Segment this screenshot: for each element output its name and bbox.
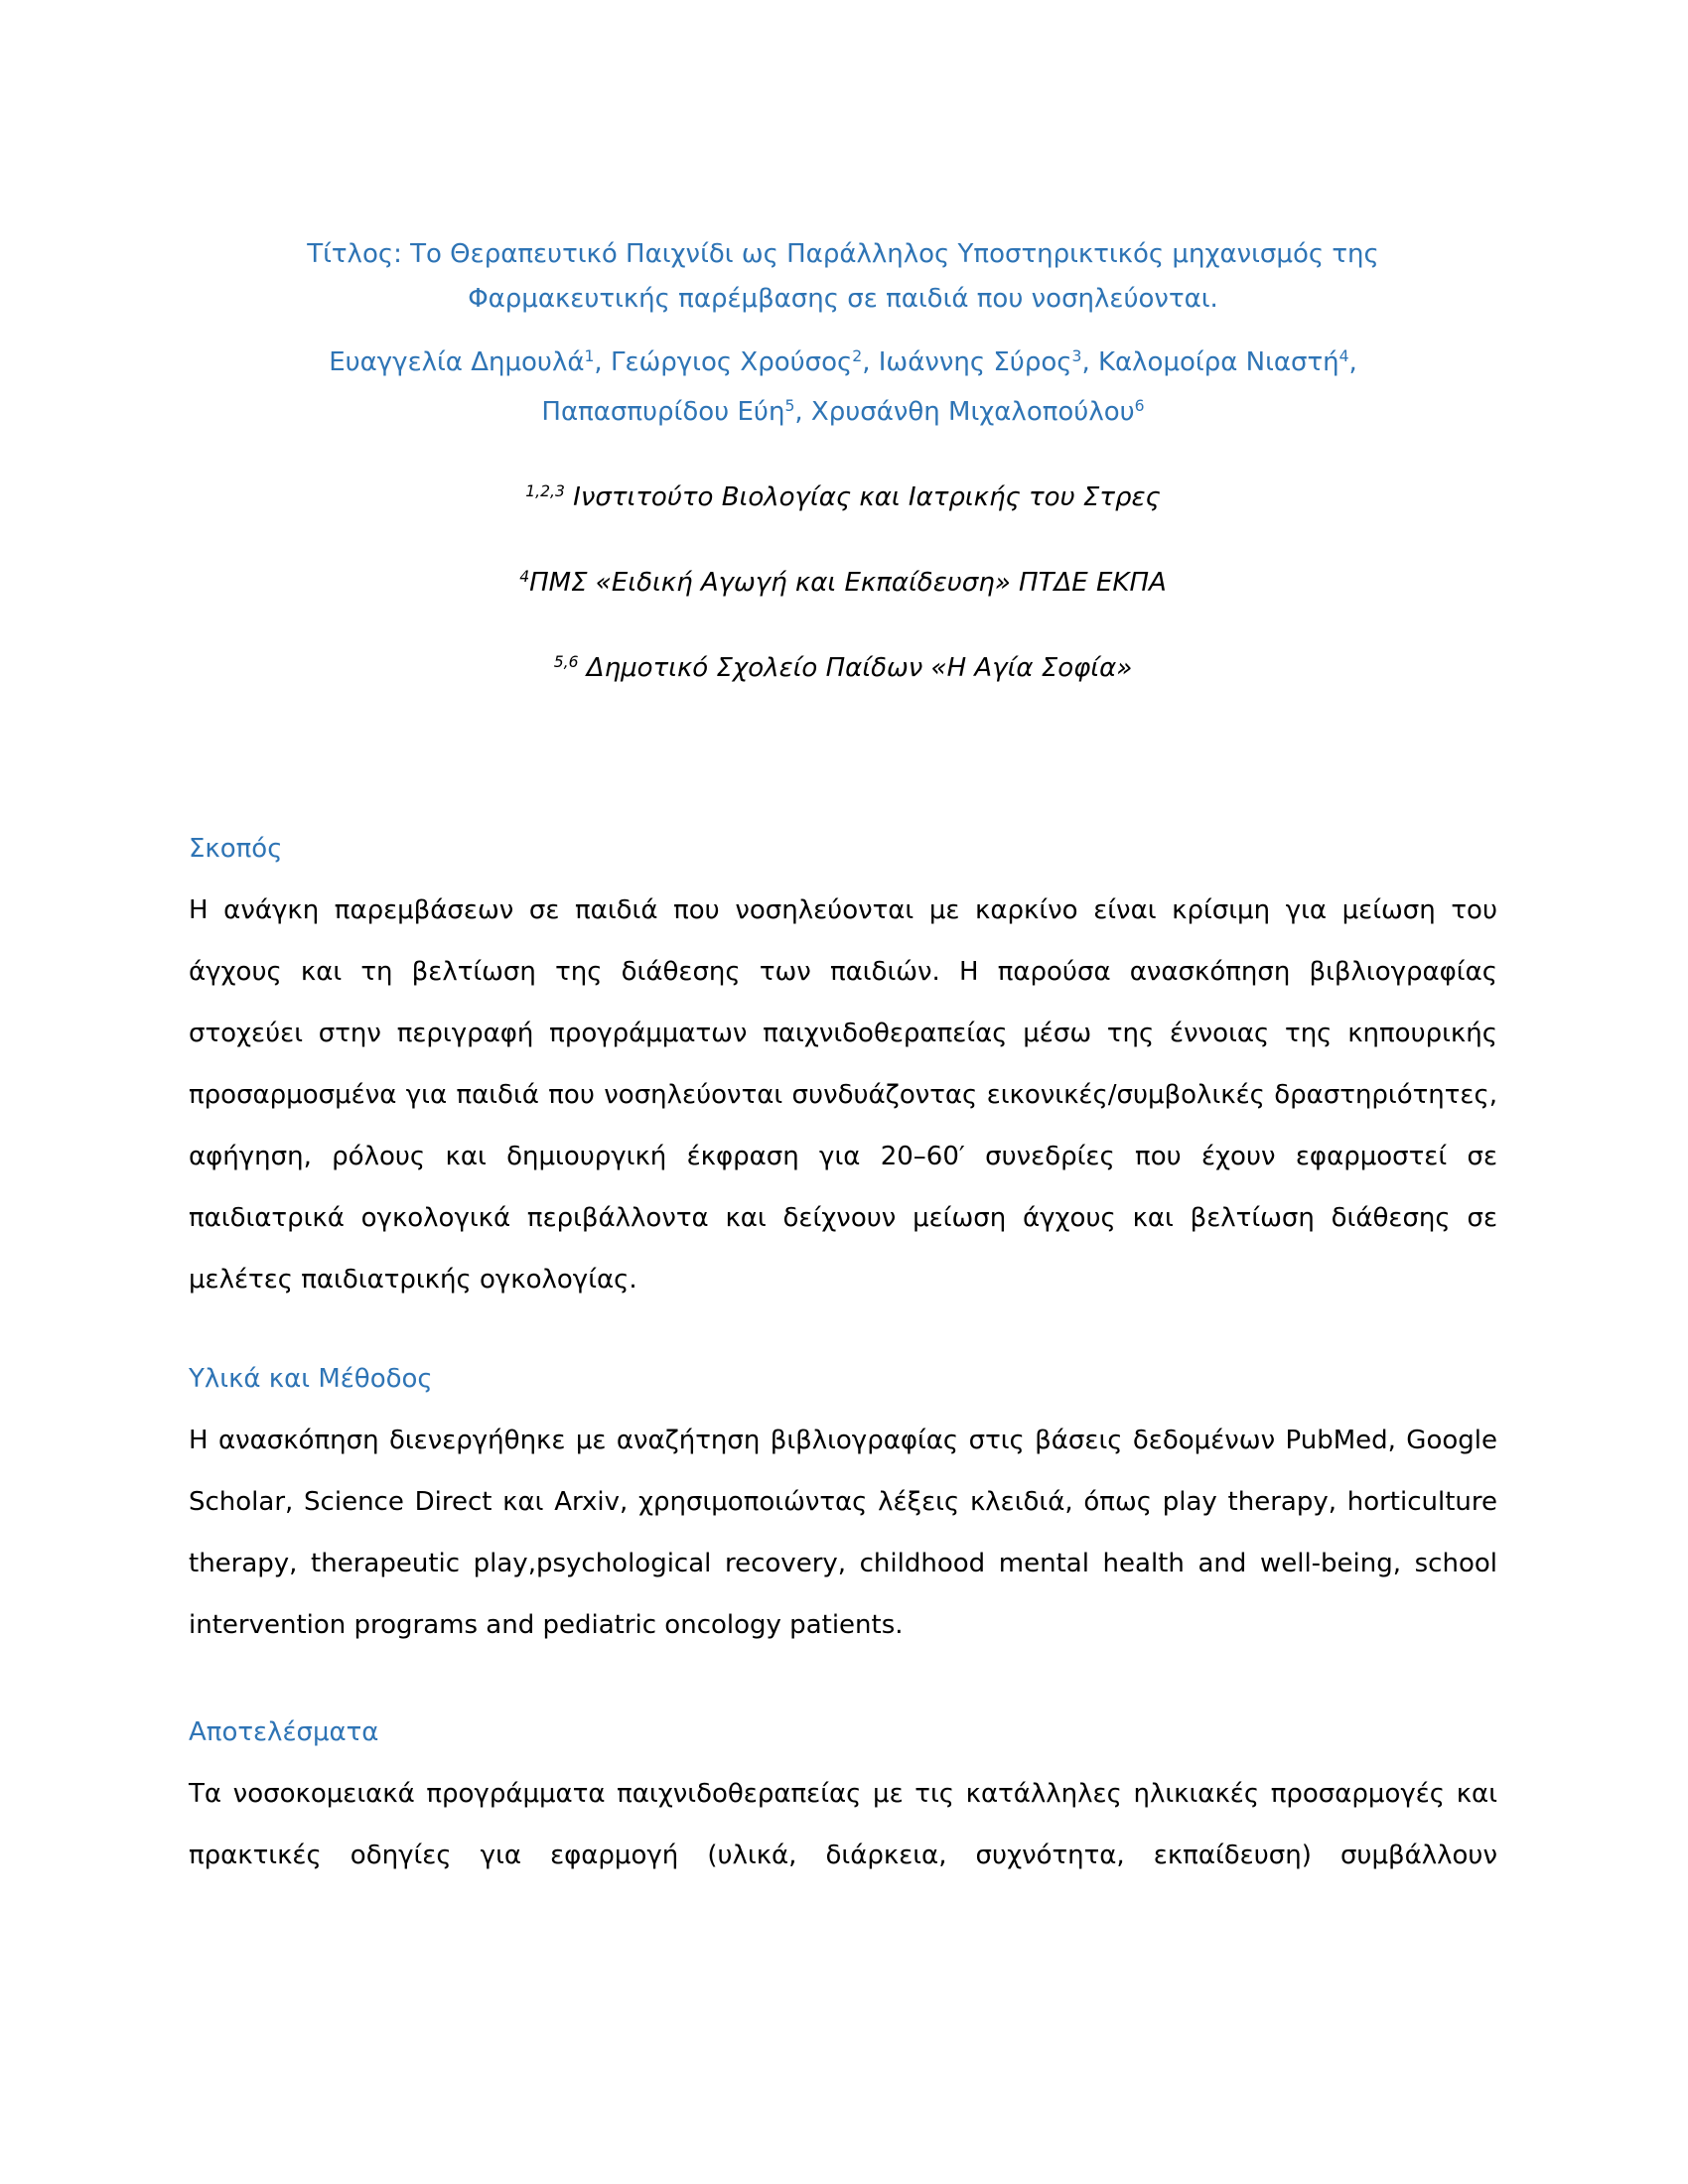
author-affiliation-superscript: 3 xyxy=(1071,347,1082,366)
section-heading-results: Αποτελέσματα xyxy=(189,1717,379,1747)
author-affiliation-superscript: 1 xyxy=(584,347,595,366)
affiliation-superscript: 1,2,3 xyxy=(525,482,565,501)
section-body-purpose: Η ανάγκη παρεμβάσεων σε παιδιά που νοσηλεύονται με καρκίνο είναι κρίσιμη για μείωση του άγχους και τη βελτίωση της διάθεσης των παιδιών. Η παρούσα ανασκόπηση βιβλιογραφίας στοχεύει στην περιγραφή προγράμματων παιχνιδοθεραπείας μέσω της έννοιας της κηπουρικής προσαρμοσμένα για παιδιά που νοσηλεύονται συνδυάζοντας εικονικές/συμβολικές δραστηριότητες, αφήγηση, ρόλους και δημιουργική έκφραση για 20–60′ συνεδρίες που έχουν εφαρμοστεί σε παιδιατρικά ογκολογικά περιβάλλοντα και δείχνουν μείωση άγχους και βελτίωση διάθεσης σε μελέτες παιδιατρικής ογκολογίας. xyxy=(189,895,1497,1295)
affiliation-text: Ινστιτούτο Βιολογίας και Ιατρικής του Στρες xyxy=(564,482,1161,512)
paper-title-line1: Τίτλος: Το Θεραπευτικό Παιχνίδι ως Παράλληλος Υποστηρικτικός μηχανισμός της xyxy=(307,239,1379,269)
author-item: Χρυσάνθη Μιχαλοπούλου$^6$ xyxy=(810,397,1145,427)
authors-line xyxy=(189,338,1497,437)
section-heading-purpose: Σκοπός xyxy=(189,834,283,864)
author-item: Ευαγγελία Δημουλά$^1$, xyxy=(329,347,611,377)
affiliation-line-2 xyxy=(189,566,1497,600)
author-item: Γεώργιος Χρούσος$^2$, xyxy=(610,347,879,377)
author-item: Καλομοίρα Νιαστή$^4$, xyxy=(1097,347,1357,377)
section-body-methods: Η ανασκόπηση διενεργήθηκε με αναζήτηση βιβλιογραφίας στις βάσεις δεδομένων PubMed, Google Scholar, Science Direct και Arxiv, χρησιμοποιώντας λέξεις κλειδιά, όπως play therapy, horticulture therapy, therapeutic play,psychological recovery, childhood mental health and well-being, school intervention programs and pediatric oncology patients. xyxy=(189,1426,1497,1640)
paper-title xyxy=(189,232,1497,322)
author-affiliation-superscript: 4 xyxy=(1338,347,1349,366)
author-affiliation-superscript: 5 xyxy=(784,397,795,416)
author-affiliation-superscript: 6 xyxy=(1134,397,1145,416)
affiliation-text: Δημοτικό Σχολείο Παίδων «Η Αγία Σοφία» xyxy=(578,653,1133,683)
paper-title-line2: Φαρμακευτικής παρέμβασης σε παιδιά που νοσηλεύονται. xyxy=(468,284,1218,314)
affiliation-superscript: 5,6 xyxy=(553,653,579,672)
section-body-results: Τα νοσοκομειακά προγράμματα παιχνιδοθεραπείας με τις κατάλληλες ηλικιακές προσαρμογές και πρακτικές οδηγίες για εφαρμογή (υλικά, διάρκεια, συχνότητα, εκπαίδευση) συμβάλλουν xyxy=(189,1779,1497,1870)
affiliation-line-3 xyxy=(189,651,1497,685)
author-affiliation-superscript: 2 xyxy=(852,347,863,366)
section-heading-methods: Υλικά και Μέθοδος xyxy=(189,1364,433,1394)
affiliation-superscript: 4 xyxy=(519,568,530,587)
author-item: Ιωάννης Σύρος$^3$, xyxy=(878,347,1098,377)
author-item: Παπασπυρίδου Εύη$^5$, xyxy=(541,397,811,427)
affiliation-line-1 xyxy=(189,480,1497,514)
affiliation-text: ΠΜΣ «Ειδική Αγωγή και Εκπαίδευση» ΠΤΔΕ ΕΚΠΑ xyxy=(529,568,1167,598)
